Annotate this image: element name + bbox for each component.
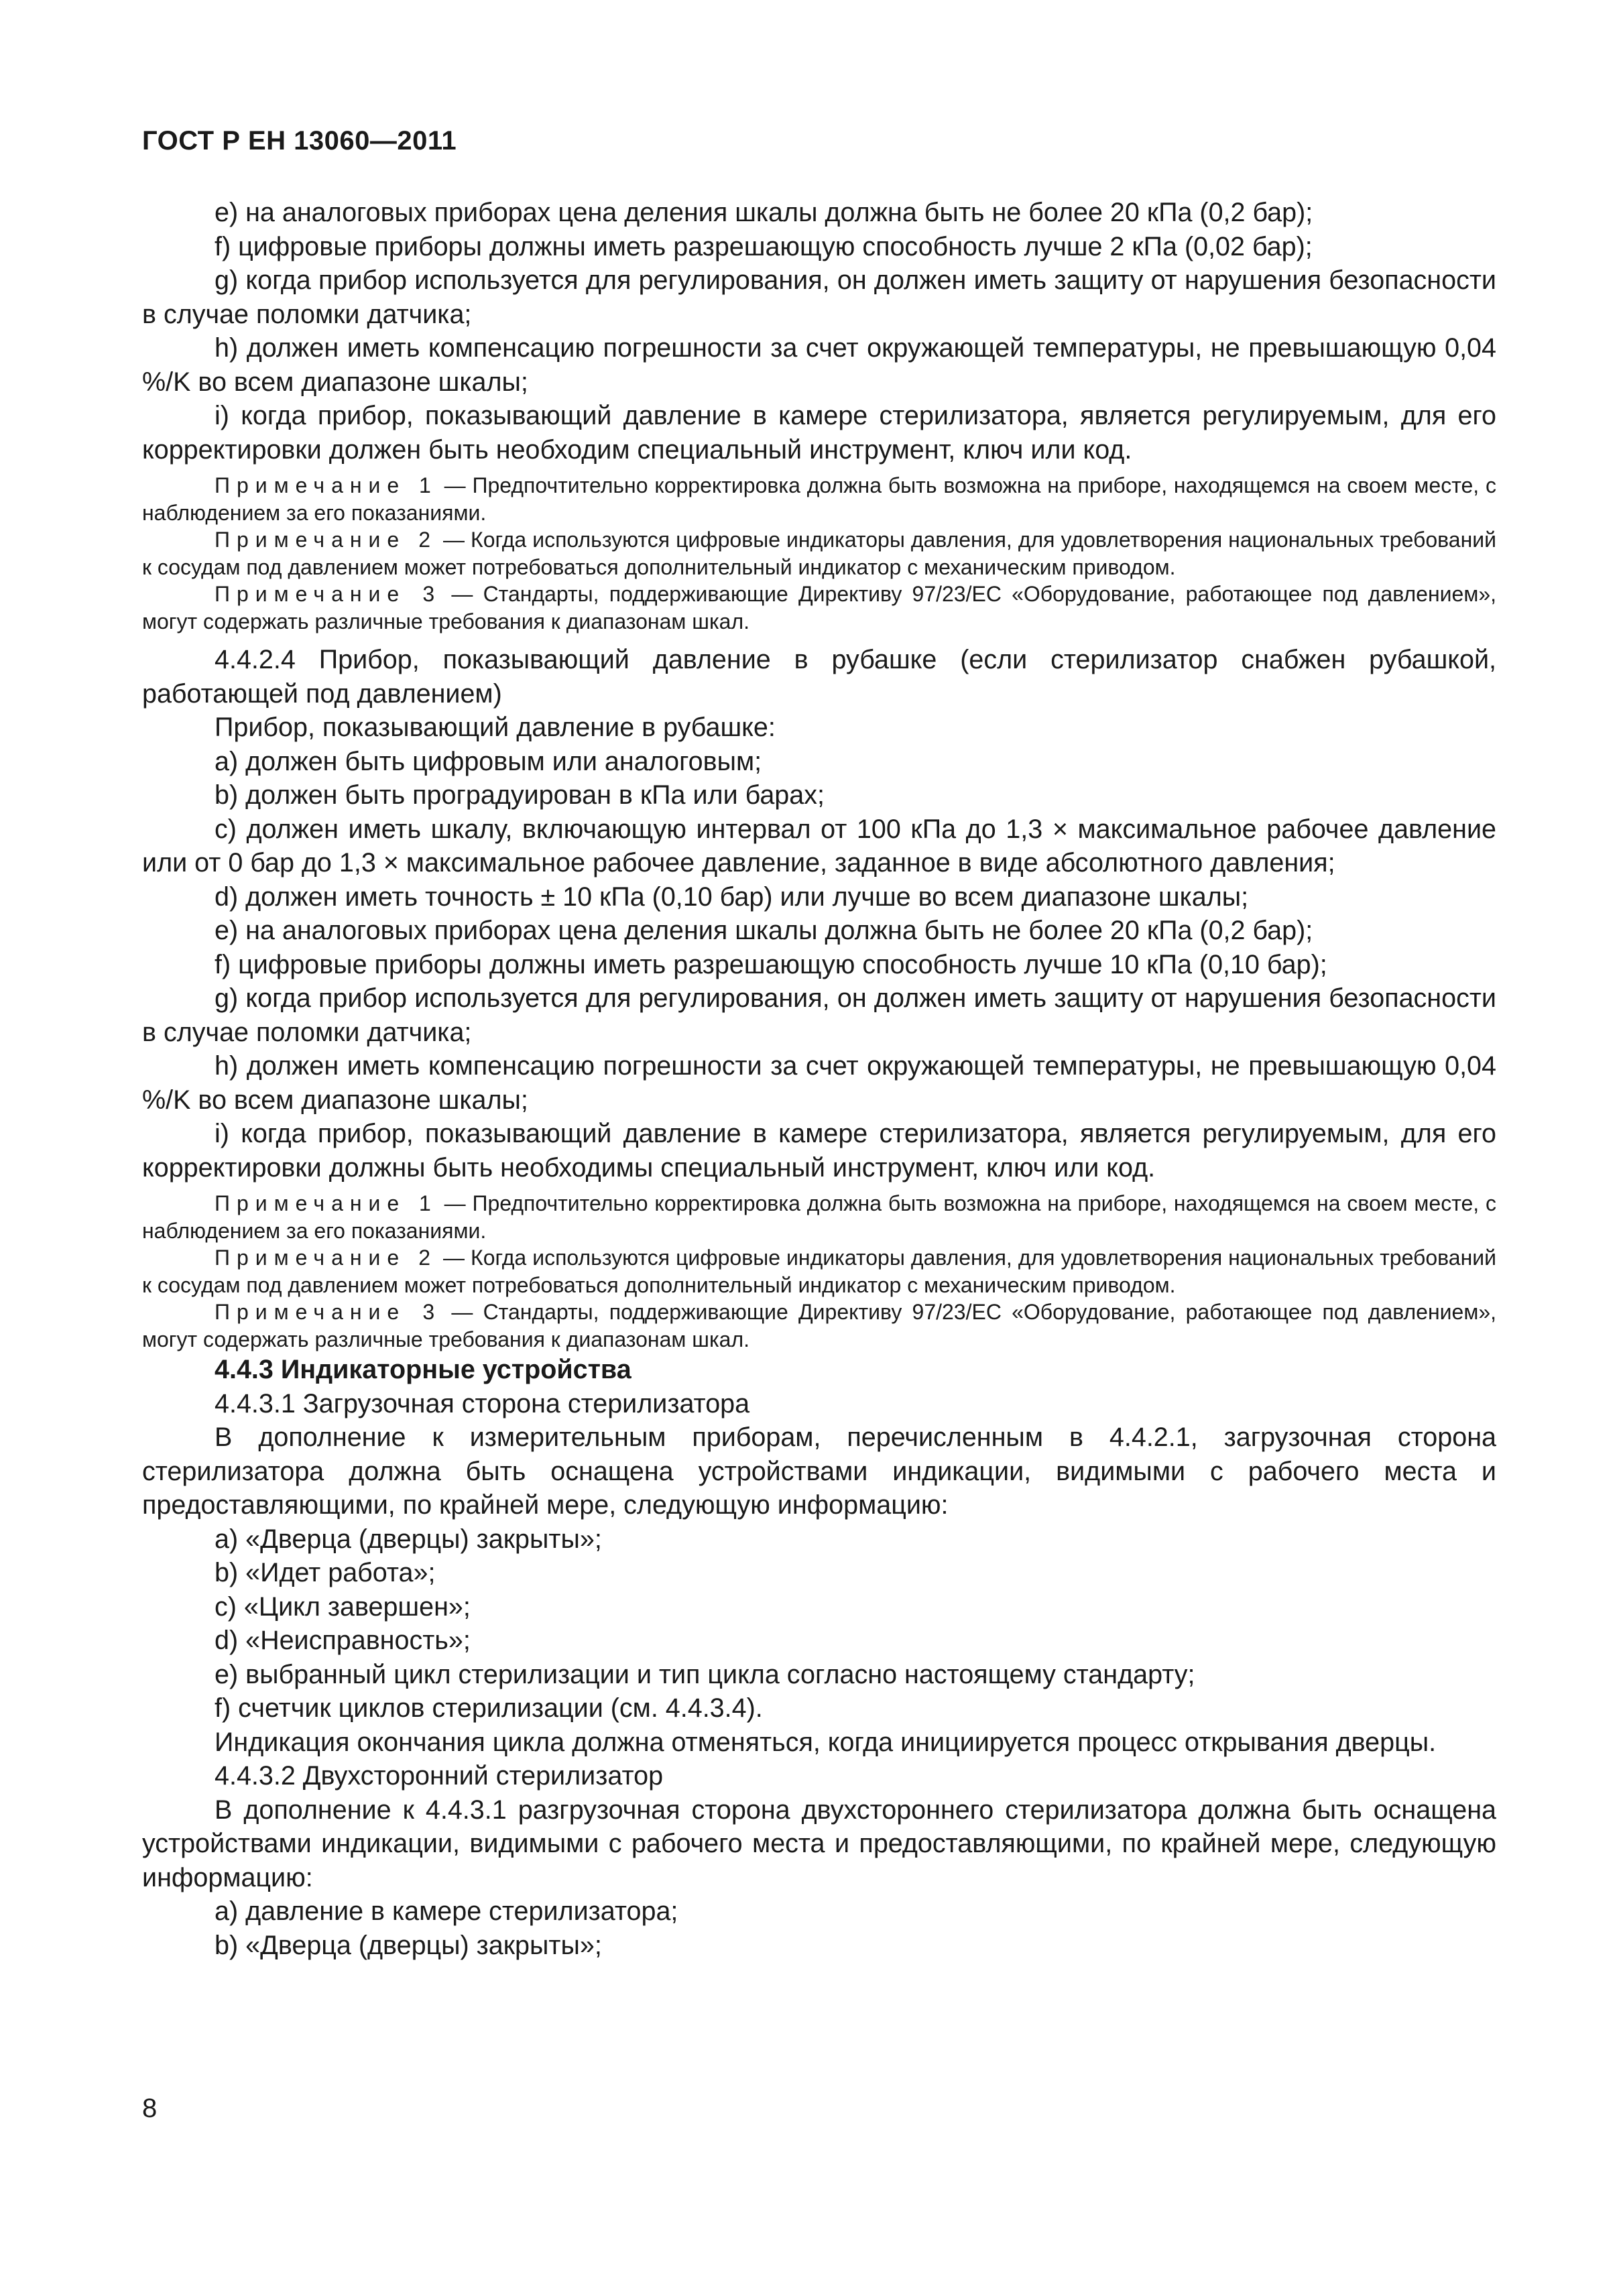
note-3 <box>142 581 1496 635</box>
list-item: d) «Неисправность»; <box>215 1626 471 1655</box>
note-text: — Стандарты, поддерживающие Директиву 97/23/ЕС «Оборудование, работающее под давлением», могут содержать различные требования к диапазонам шкал. <box>142 1300 1497 1351</box>
list-item: a) давление в камере стерилизатора; <box>215 1896 678 1926</box>
item-i: i) когда прибор, показывающий давление в камере стерилизатора, является регулируемым, для его корректировки должны быть необходимы специальный инструмент, ключ или код. <box>142 1119 1496 1183</box>
item-f: f) цифровые приборы должны иметь разрешающую способность лучше 10 кПа (0,10 бар); <box>215 949 1327 979</box>
page-content <box>142 196 1496 1962</box>
note-1 <box>142 1190 1496 1244</box>
section-4431-intro: В дополнение к измерительным приборам, перечисленным в 4.4.2.1, загрузочная сторона стерилизатора должна быть оснащена устройствами индикации, видимыми с рабочего места и предоставляющими, по крайней мере, следующую информацию: <box>142 1423 1496 1520</box>
section-443-heading: 4.4.3 Индикаторные устройства <box>215 1355 632 1384</box>
document-header: ГОСТ Р ЕН 13060—2011 <box>142 126 457 156</box>
note-text: — Когда используются цифровые индикаторы давления, для удовлетворения национальных требований к сосудам под давлением может потребоваться дополнительный индикатор с механическим приводом. <box>142 1246 1497 1297</box>
section-4432-heading: 4.4.3.2 Двухсторонний стерилизатор <box>215 1761 664 1791</box>
section-4432-intro: В дополнение к 4.4.3.1 разгрузочная сторона двухстороннего стерилизатора должна быть оснащена устройствами индикации, видимыми с рабочего места и предоставляющими, по крайней мере, следующую информацию: <box>142 1795 1496 1892</box>
note-label: Примечание 2 <box>215 528 438 552</box>
item-h: h) должен иметь компенсацию погрешности за счет окружающей температуры, не превышающую 0,04 %/K во всем диапазоне шкалы; <box>142 333 1496 397</box>
section-4424-heading: 4.4.2.4 Прибор, показывающий давление в рубашке (если стерилизатор снабжен рубашкой, работающей под давлением) <box>142 645 1496 709</box>
note-label: Примечание 3 <box>215 1300 442 1324</box>
note-1 <box>142 472 1496 526</box>
list-item: b) «Дверца (дверцы) закрыты»; <box>215 1930 602 1960</box>
note-text: — Стандарты, поддерживающие Директиву 97/23/ЕС «Оборудование, работающее под давлением», могут содержать различные требования к диапазонам шкал. <box>142 582 1497 633</box>
page-number: 8 <box>142 2094 158 2123</box>
note-text: — Когда используются цифровые индикаторы давления, для удовлетворения национальных требований к сосудам под давлением может потребоваться дополнительный индикатор с механическим приводом. <box>142 528 1497 579</box>
section-4431-heading: 4.4.3.1 Загрузочная сторона стерилизатора <box>215 1388 750 1418</box>
section-4424-intro: Прибор, показывающий давление в рубашке: <box>215 713 776 742</box>
note-label: Примечание 1 <box>215 1191 438 1215</box>
note-label: Примечание 1 <box>215 473 438 497</box>
list-item: c) «Цикл завершен»; <box>215 1591 471 1622</box>
item-c: c) должен иметь шкалу, включающую интервал от 100 кПа до 1,3 × максимальное рабочее давление или от 0 бар до 1,3 × максимальное рабочее давление, заданное в виде абсолютного давления; <box>142 814 1496 878</box>
item-h: h) должен иметь компенсацию погрешности за счет окружающей температуры, не превышающую 0,04 %/K во всем диапазоне шкалы; <box>142 1051 1496 1115</box>
list-item: a) «Дверца (дверцы) закрыты»; <box>215 1524 602 1554</box>
item-b: b) должен быть проградуирован в кПа или барах; <box>215 780 825 810</box>
item-g: g) когда прибор используется для регулирования, он должен иметь защиту от нарушения безопасности в случае поломки датчика; <box>142 983 1496 1047</box>
note-2 <box>142 526 1496 581</box>
item-e: e) на аналоговых приборах цена деления шкалы должна быть не более 20 кПа (0,2 бар); <box>215 916 1313 945</box>
item-e: e) на аналоговых приборах цена деления шкалы должна быть не более 20 кПа (0,2 бар); <box>215 198 1313 227</box>
list-item: e) выбранный цикл стерилизации и тип цикла согласно настоящему стандарту; <box>215 1659 1195 1689</box>
item-i: i) когда прибор, показывающий давление в камере стерилизатора, является регулируемым, для его корректировки должен быть необходим специальный инструмент, ключ или код. <box>142 401 1496 465</box>
item-g: g) когда прибор используется для регулирования, он должен иметь защиту от нарушения безопасности в случае поломки датчика; <box>142 265 1496 329</box>
list-item: b) «Идет работа»; <box>215 1558 436 1587</box>
note-text: — Предпочтительно корректировка должна быть возможна на приборе, находящемся на своем месте, с наблюдением за его показаниями. <box>142 473 1497 525</box>
item-f: f) цифровые приборы должны иметь разрешающую способность лучше 2 кПа (0,02 бар); <box>215 231 1313 261</box>
note-text: — Предпочтительно корректировка должна быть возможна на приборе, находящемся на своем месте, с наблюдением за его показаниями. <box>142 1191 1497 1243</box>
item-d: d) должен иметь точность ± 10 кПа (0,10 бар) или лучше во всем диапазоне шкалы; <box>215 882 1249 912</box>
section-4431-outro: Индикация окончания цикла должна отменяться, когда инициируется процесс открывания дверцы. <box>215 1727 1437 1757</box>
list-item: f) счетчик циклов стерилизации (см. 4.4.3.4). <box>215 1693 763 1723</box>
note-label: Примечание 2 <box>215 1246 438 1270</box>
note-2 <box>142 1244 1496 1298</box>
note-label: Примечание 3 <box>215 582 442 606</box>
note-3 <box>142 1298 1496 1353</box>
item-a: a) должен быть цифровым или аналоговым; <box>215 746 762 776</box>
